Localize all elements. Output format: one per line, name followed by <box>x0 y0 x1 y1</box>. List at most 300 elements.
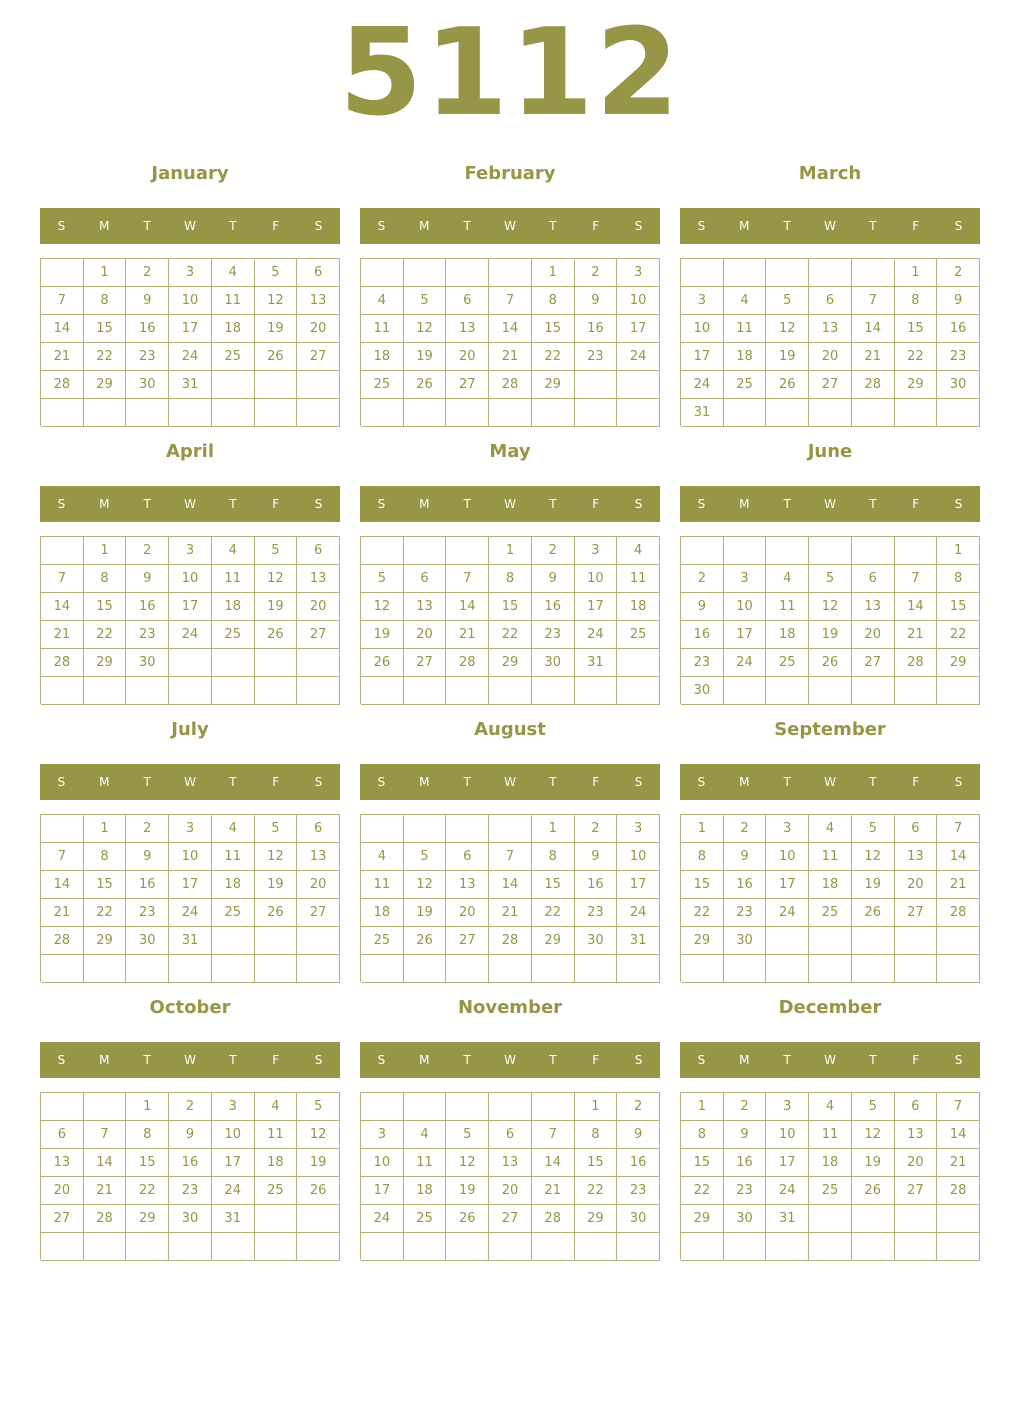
day-cell: 29 <box>84 371 127 399</box>
month-name: January <box>151 163 229 184</box>
day-cell: 6 <box>404 565 447 593</box>
day-cell: 20 <box>297 593 340 621</box>
day-cell: 2 <box>126 815 169 843</box>
weekday-label: S <box>634 1053 643 1067</box>
weekday-label: T <box>549 497 557 511</box>
day-cell: 28 <box>489 927 532 955</box>
day-cell: 15 <box>895 315 938 343</box>
empty-cell <box>41 399 84 427</box>
empty-cell <box>617 677 660 705</box>
empty-cell <box>852 677 895 705</box>
day-cell: 7 <box>446 565 489 593</box>
day-cell: 6 <box>297 259 340 287</box>
day-cell: 15 <box>84 871 127 899</box>
weekday-header <box>360 1042 660 1078</box>
empty-cell <box>895 399 938 427</box>
day-cell: 21 <box>937 1149 980 1177</box>
weekday-label: M <box>99 497 110 511</box>
weekday-label: F <box>592 775 600 789</box>
month-name: February <box>464 163 556 184</box>
empty-cell <box>766 399 809 427</box>
empty-cell <box>41 1093 84 1121</box>
day-cell: 29 <box>84 649 127 677</box>
day-cell: 14 <box>532 1149 575 1177</box>
empty-cell <box>852 537 895 565</box>
weekday-label: S <box>954 219 963 233</box>
day-cell: 7 <box>532 1121 575 1149</box>
day-cell: 7 <box>489 843 532 871</box>
empty-cell <box>766 259 809 287</box>
day-cell: 29 <box>532 927 575 955</box>
empty-cell <box>766 537 809 565</box>
empty-cell <box>852 1233 895 1261</box>
day-cell: 17 <box>617 871 660 899</box>
month-july <box>40 719 340 982</box>
empty-cell <box>532 1233 575 1261</box>
day-cell: 29 <box>937 649 980 677</box>
day-cell: 5 <box>852 815 895 843</box>
day-cell: 18 <box>361 343 404 371</box>
day-cell: 16 <box>126 315 169 343</box>
day-cell: 22 <box>532 899 575 927</box>
day-cell: 8 <box>532 843 575 871</box>
weekday-label: T <box>463 219 471 233</box>
day-cell: 20 <box>895 1149 938 1177</box>
empty-cell <box>84 1093 127 1121</box>
empty-cell <box>575 399 618 427</box>
day-cell: 13 <box>297 287 340 315</box>
day-cell: 7 <box>41 287 84 315</box>
weekday-label: M <box>739 1053 750 1067</box>
day-cell: 21 <box>937 871 980 899</box>
empty-cell <box>489 677 532 705</box>
day-cell: 24 <box>724 649 767 677</box>
empty-cell <box>617 399 660 427</box>
day-cell: 18 <box>361 899 404 927</box>
day-cell: 23 <box>724 1177 767 1205</box>
day-cell: 16 <box>126 871 169 899</box>
empty-cell <box>361 537 404 565</box>
day-cell: 16 <box>724 1149 767 1177</box>
empty-cell <box>169 399 212 427</box>
weekday-label: M <box>419 497 430 511</box>
day-cell: 8 <box>126 1121 169 1149</box>
empty-cell <box>404 955 447 983</box>
day-cell: 19 <box>852 871 895 899</box>
day-cell: 7 <box>895 565 938 593</box>
day-cell: 20 <box>809 343 852 371</box>
day-cell: 4 <box>212 537 255 565</box>
day-cell: 15 <box>126 1149 169 1177</box>
day-cell: 29 <box>84 927 127 955</box>
day-cell: 19 <box>255 871 298 899</box>
weekday-label: F <box>272 1053 280 1067</box>
day-cell: 17 <box>169 315 212 343</box>
empty-cell <box>575 1233 618 1261</box>
empty-cell <box>255 955 298 983</box>
month-name: July <box>171 719 209 740</box>
day-cell: 4 <box>255 1093 298 1121</box>
empty-cell <box>766 1233 809 1261</box>
weekday-label: W <box>504 219 516 233</box>
day-cell: 22 <box>532 343 575 371</box>
day-cell: 22 <box>575 1177 618 1205</box>
empty-cell <box>724 955 767 983</box>
day-cell: 16 <box>169 1149 212 1177</box>
day-cell: 13 <box>446 315 489 343</box>
day-cell: 14 <box>937 1121 980 1149</box>
empty-cell <box>724 537 767 565</box>
empty-cell <box>404 815 447 843</box>
day-cell: 4 <box>212 815 255 843</box>
empty-cell <box>766 927 809 955</box>
day-cell: 5 <box>446 1121 489 1149</box>
month-january <box>40 163 340 426</box>
day-cell: 13 <box>852 593 895 621</box>
day-cell: 15 <box>489 593 532 621</box>
day-cell: 26 <box>446 1205 489 1233</box>
empty-cell <box>724 259 767 287</box>
day-cell: 23 <box>169 1177 212 1205</box>
empty-cell <box>446 677 489 705</box>
day-cell: 27 <box>41 1205 84 1233</box>
day-cell: 11 <box>255 1121 298 1149</box>
day-cell: 19 <box>361 621 404 649</box>
empty-cell <box>255 927 298 955</box>
empty-cell <box>404 537 447 565</box>
day-cell: 25 <box>809 1177 852 1205</box>
day-cell: 31 <box>169 371 212 399</box>
day-cell: 4 <box>617 537 660 565</box>
empty-cell <box>937 927 980 955</box>
empty-cell <box>361 1093 404 1121</box>
day-cell: 10 <box>169 843 212 871</box>
weekday-label: F <box>592 1053 600 1067</box>
day-cell: 24 <box>212 1177 255 1205</box>
weekday-header <box>40 486 340 522</box>
day-cell: 12 <box>404 315 447 343</box>
weekday-label: S <box>314 1053 323 1067</box>
weekday-label: S <box>634 219 643 233</box>
day-cell: 20 <box>852 621 895 649</box>
empty-cell <box>724 1233 767 1261</box>
empty-cell <box>41 259 84 287</box>
month-name: October <box>149 997 231 1018</box>
weekday-label: F <box>912 1053 920 1067</box>
day-cell: 7 <box>41 565 84 593</box>
day-cell: 28 <box>84 1205 127 1233</box>
month-name: April <box>165 441 215 462</box>
day-cell: 26 <box>852 1177 895 1205</box>
month-april <box>40 441 340 704</box>
weekday-label: S <box>314 219 323 233</box>
day-cell: 11 <box>212 565 255 593</box>
day-cell: 11 <box>809 843 852 871</box>
day-cell: 15 <box>532 871 575 899</box>
weekday-label: T <box>143 775 151 789</box>
day-cell: 18 <box>255 1149 298 1177</box>
weekday-label: M <box>99 1053 110 1067</box>
day-cell: 21 <box>41 343 84 371</box>
day-cell: 8 <box>84 565 127 593</box>
empty-cell <box>404 1093 447 1121</box>
weekday-label: S <box>634 775 643 789</box>
day-cell: 4 <box>404 1121 447 1149</box>
day-cell: 25 <box>361 927 404 955</box>
day-cell: 12 <box>766 315 809 343</box>
day-cell: 1 <box>532 815 575 843</box>
day-cell: 22 <box>895 343 938 371</box>
day-cell: 12 <box>255 843 298 871</box>
day-cell: 24 <box>169 621 212 649</box>
day-cell: 1 <box>532 259 575 287</box>
empty-cell <box>41 815 84 843</box>
month-september <box>680 719 980 982</box>
empty-cell <box>169 649 212 677</box>
day-cell: 15 <box>532 315 575 343</box>
day-cell: 25 <box>212 899 255 927</box>
day-grid <box>680 1092 980 1260</box>
weekday-label: T <box>869 775 877 789</box>
day-cell: 2 <box>169 1093 212 1121</box>
day-cell: 6 <box>809 287 852 315</box>
day-cell: 9 <box>169 1121 212 1149</box>
day-cell: 24 <box>575 621 618 649</box>
weekday-label: F <box>592 219 600 233</box>
month-name: November <box>457 997 563 1018</box>
empty-cell <box>575 371 618 399</box>
day-cell: 25 <box>361 371 404 399</box>
day-cell: 10 <box>169 287 212 315</box>
weekday-header <box>680 486 980 522</box>
day-cell: 29 <box>126 1205 169 1233</box>
empty-cell <box>852 927 895 955</box>
day-cell: 15 <box>84 315 127 343</box>
weekday-label: T <box>549 219 557 233</box>
empty-cell <box>41 537 84 565</box>
day-cell: 4 <box>361 287 404 315</box>
empty-cell <box>212 399 255 427</box>
weekday-label: S <box>697 219 706 233</box>
day-cell: 4 <box>724 287 767 315</box>
empty-cell <box>681 1233 724 1261</box>
day-cell: 13 <box>809 315 852 343</box>
day-cell: 13 <box>895 1121 938 1149</box>
empty-cell <box>297 677 340 705</box>
empty-cell <box>404 399 447 427</box>
day-cell: 16 <box>681 621 724 649</box>
day-cell: 28 <box>937 1177 980 1205</box>
empty-cell <box>575 677 618 705</box>
day-cell: 28 <box>895 649 938 677</box>
day-cell: 23 <box>126 621 169 649</box>
day-cell: 10 <box>681 315 724 343</box>
weekday-label: T <box>463 775 471 789</box>
empty-cell <box>681 259 724 287</box>
empty-cell <box>489 259 532 287</box>
weekday-label: W <box>184 219 196 233</box>
weekday-label: M <box>419 775 430 789</box>
day-cell: 24 <box>169 343 212 371</box>
weekday-label: S <box>314 775 323 789</box>
weekday-label: S <box>954 775 963 789</box>
day-cell: 3 <box>361 1121 404 1149</box>
day-cell: 2 <box>937 259 980 287</box>
weekday-label: T <box>143 1053 151 1067</box>
weekday-label: F <box>272 775 280 789</box>
day-cell: 31 <box>575 649 618 677</box>
day-cell: 2 <box>724 815 767 843</box>
day-cell: 8 <box>532 287 575 315</box>
day-cell: 17 <box>681 343 724 371</box>
weekday-label: T <box>869 1053 877 1067</box>
day-cell: 3 <box>724 565 767 593</box>
empty-cell <box>297 1233 340 1261</box>
day-cell: 12 <box>852 1121 895 1149</box>
day-cell: 9 <box>575 843 618 871</box>
day-cell: 4 <box>212 259 255 287</box>
day-cell: 25 <box>212 343 255 371</box>
weekday-label: S <box>697 497 706 511</box>
day-cell: 23 <box>575 343 618 371</box>
weekday-label: T <box>463 1053 471 1067</box>
empty-cell <box>361 955 404 983</box>
day-cell: 22 <box>84 899 127 927</box>
day-cell: 27 <box>297 621 340 649</box>
day-cell: 27 <box>852 649 895 677</box>
weekday-label: F <box>912 775 920 789</box>
day-cell: 24 <box>766 1177 809 1205</box>
day-cell: 17 <box>169 593 212 621</box>
empty-cell <box>532 955 575 983</box>
day-cell: 20 <box>489 1177 532 1205</box>
day-cell: 11 <box>617 565 660 593</box>
weekday-header <box>360 486 660 522</box>
day-cell: 25 <box>809 899 852 927</box>
empty-cell <box>532 677 575 705</box>
day-cell: 13 <box>446 871 489 899</box>
day-cell: 24 <box>681 371 724 399</box>
day-cell: 14 <box>446 593 489 621</box>
day-cell: 5 <box>255 259 298 287</box>
weekday-label: W <box>184 497 196 511</box>
day-grid <box>680 536 980 704</box>
empty-cell <box>575 955 618 983</box>
day-cell: 23 <box>617 1177 660 1205</box>
empty-cell <box>895 537 938 565</box>
empty-cell <box>489 399 532 427</box>
day-cell: 5 <box>852 1093 895 1121</box>
day-cell: 12 <box>404 871 447 899</box>
empty-cell <box>532 1093 575 1121</box>
day-cell: 9 <box>724 843 767 871</box>
weekday-label: S <box>954 1053 963 1067</box>
empty-cell <box>724 399 767 427</box>
day-cell: 6 <box>852 565 895 593</box>
day-cell: 25 <box>404 1205 447 1233</box>
empty-cell <box>489 815 532 843</box>
day-cell: 1 <box>681 815 724 843</box>
empty-cell <box>361 815 404 843</box>
empty-cell <box>809 955 852 983</box>
day-cell: 13 <box>41 1149 84 1177</box>
empty-cell <box>212 649 255 677</box>
day-cell: 29 <box>895 371 938 399</box>
day-cell: 18 <box>404 1177 447 1205</box>
day-cell: 20 <box>297 871 340 899</box>
empty-cell <box>169 677 212 705</box>
empty-cell <box>404 1233 447 1261</box>
empty-cell <box>126 677 169 705</box>
day-cell: 8 <box>84 287 127 315</box>
weekday-label: T <box>143 497 151 511</box>
day-cell: 7 <box>937 1093 980 1121</box>
day-cell: 3 <box>169 537 212 565</box>
empty-cell <box>489 1233 532 1261</box>
weekday-label: F <box>272 219 280 233</box>
day-cell: 31 <box>212 1205 255 1233</box>
day-cell: 22 <box>937 621 980 649</box>
weekday-label: S <box>954 497 963 511</box>
day-grid <box>680 814 980 982</box>
day-cell: 1 <box>84 537 127 565</box>
day-cell: 26 <box>852 899 895 927</box>
day-cell: 11 <box>212 287 255 315</box>
day-cell: 16 <box>575 871 618 899</box>
day-cell: 18 <box>809 871 852 899</box>
day-cell: 14 <box>41 593 84 621</box>
day-cell: 7 <box>489 287 532 315</box>
empty-cell <box>404 259 447 287</box>
empty-cell <box>937 955 980 983</box>
weekday-label: S <box>57 497 66 511</box>
weekday-label: S <box>57 1053 66 1067</box>
day-cell: 23 <box>575 899 618 927</box>
weekday-label: M <box>739 219 750 233</box>
day-cell: 19 <box>404 343 447 371</box>
weekday-header <box>680 208 980 244</box>
day-cell: 1 <box>84 815 127 843</box>
day-cell: 30 <box>169 1205 212 1233</box>
day-cell: 20 <box>895 871 938 899</box>
day-grid <box>360 1092 660 1260</box>
day-cell: 30 <box>532 649 575 677</box>
day-cell: 10 <box>617 843 660 871</box>
empty-cell <box>169 1233 212 1261</box>
day-cell: 27 <box>297 343 340 371</box>
day-cell: 31 <box>169 927 212 955</box>
day-cell: 19 <box>297 1149 340 1177</box>
day-grid <box>680 258 980 426</box>
empty-cell <box>212 677 255 705</box>
day-cell: 17 <box>361 1177 404 1205</box>
empty-cell <box>809 677 852 705</box>
month-name: September <box>774 719 886 740</box>
empty-cell <box>212 927 255 955</box>
day-cell: 28 <box>41 649 84 677</box>
day-cell: 28 <box>489 371 532 399</box>
day-cell: 31 <box>681 399 724 427</box>
day-cell: 25 <box>617 621 660 649</box>
weekday-label: W <box>824 219 836 233</box>
month-june <box>680 441 980 704</box>
day-cell: 9 <box>126 287 169 315</box>
weekday-label: T <box>549 775 557 789</box>
empty-cell <box>446 399 489 427</box>
empty-cell <box>84 1233 127 1261</box>
empty-cell <box>809 927 852 955</box>
day-cell: 6 <box>297 815 340 843</box>
